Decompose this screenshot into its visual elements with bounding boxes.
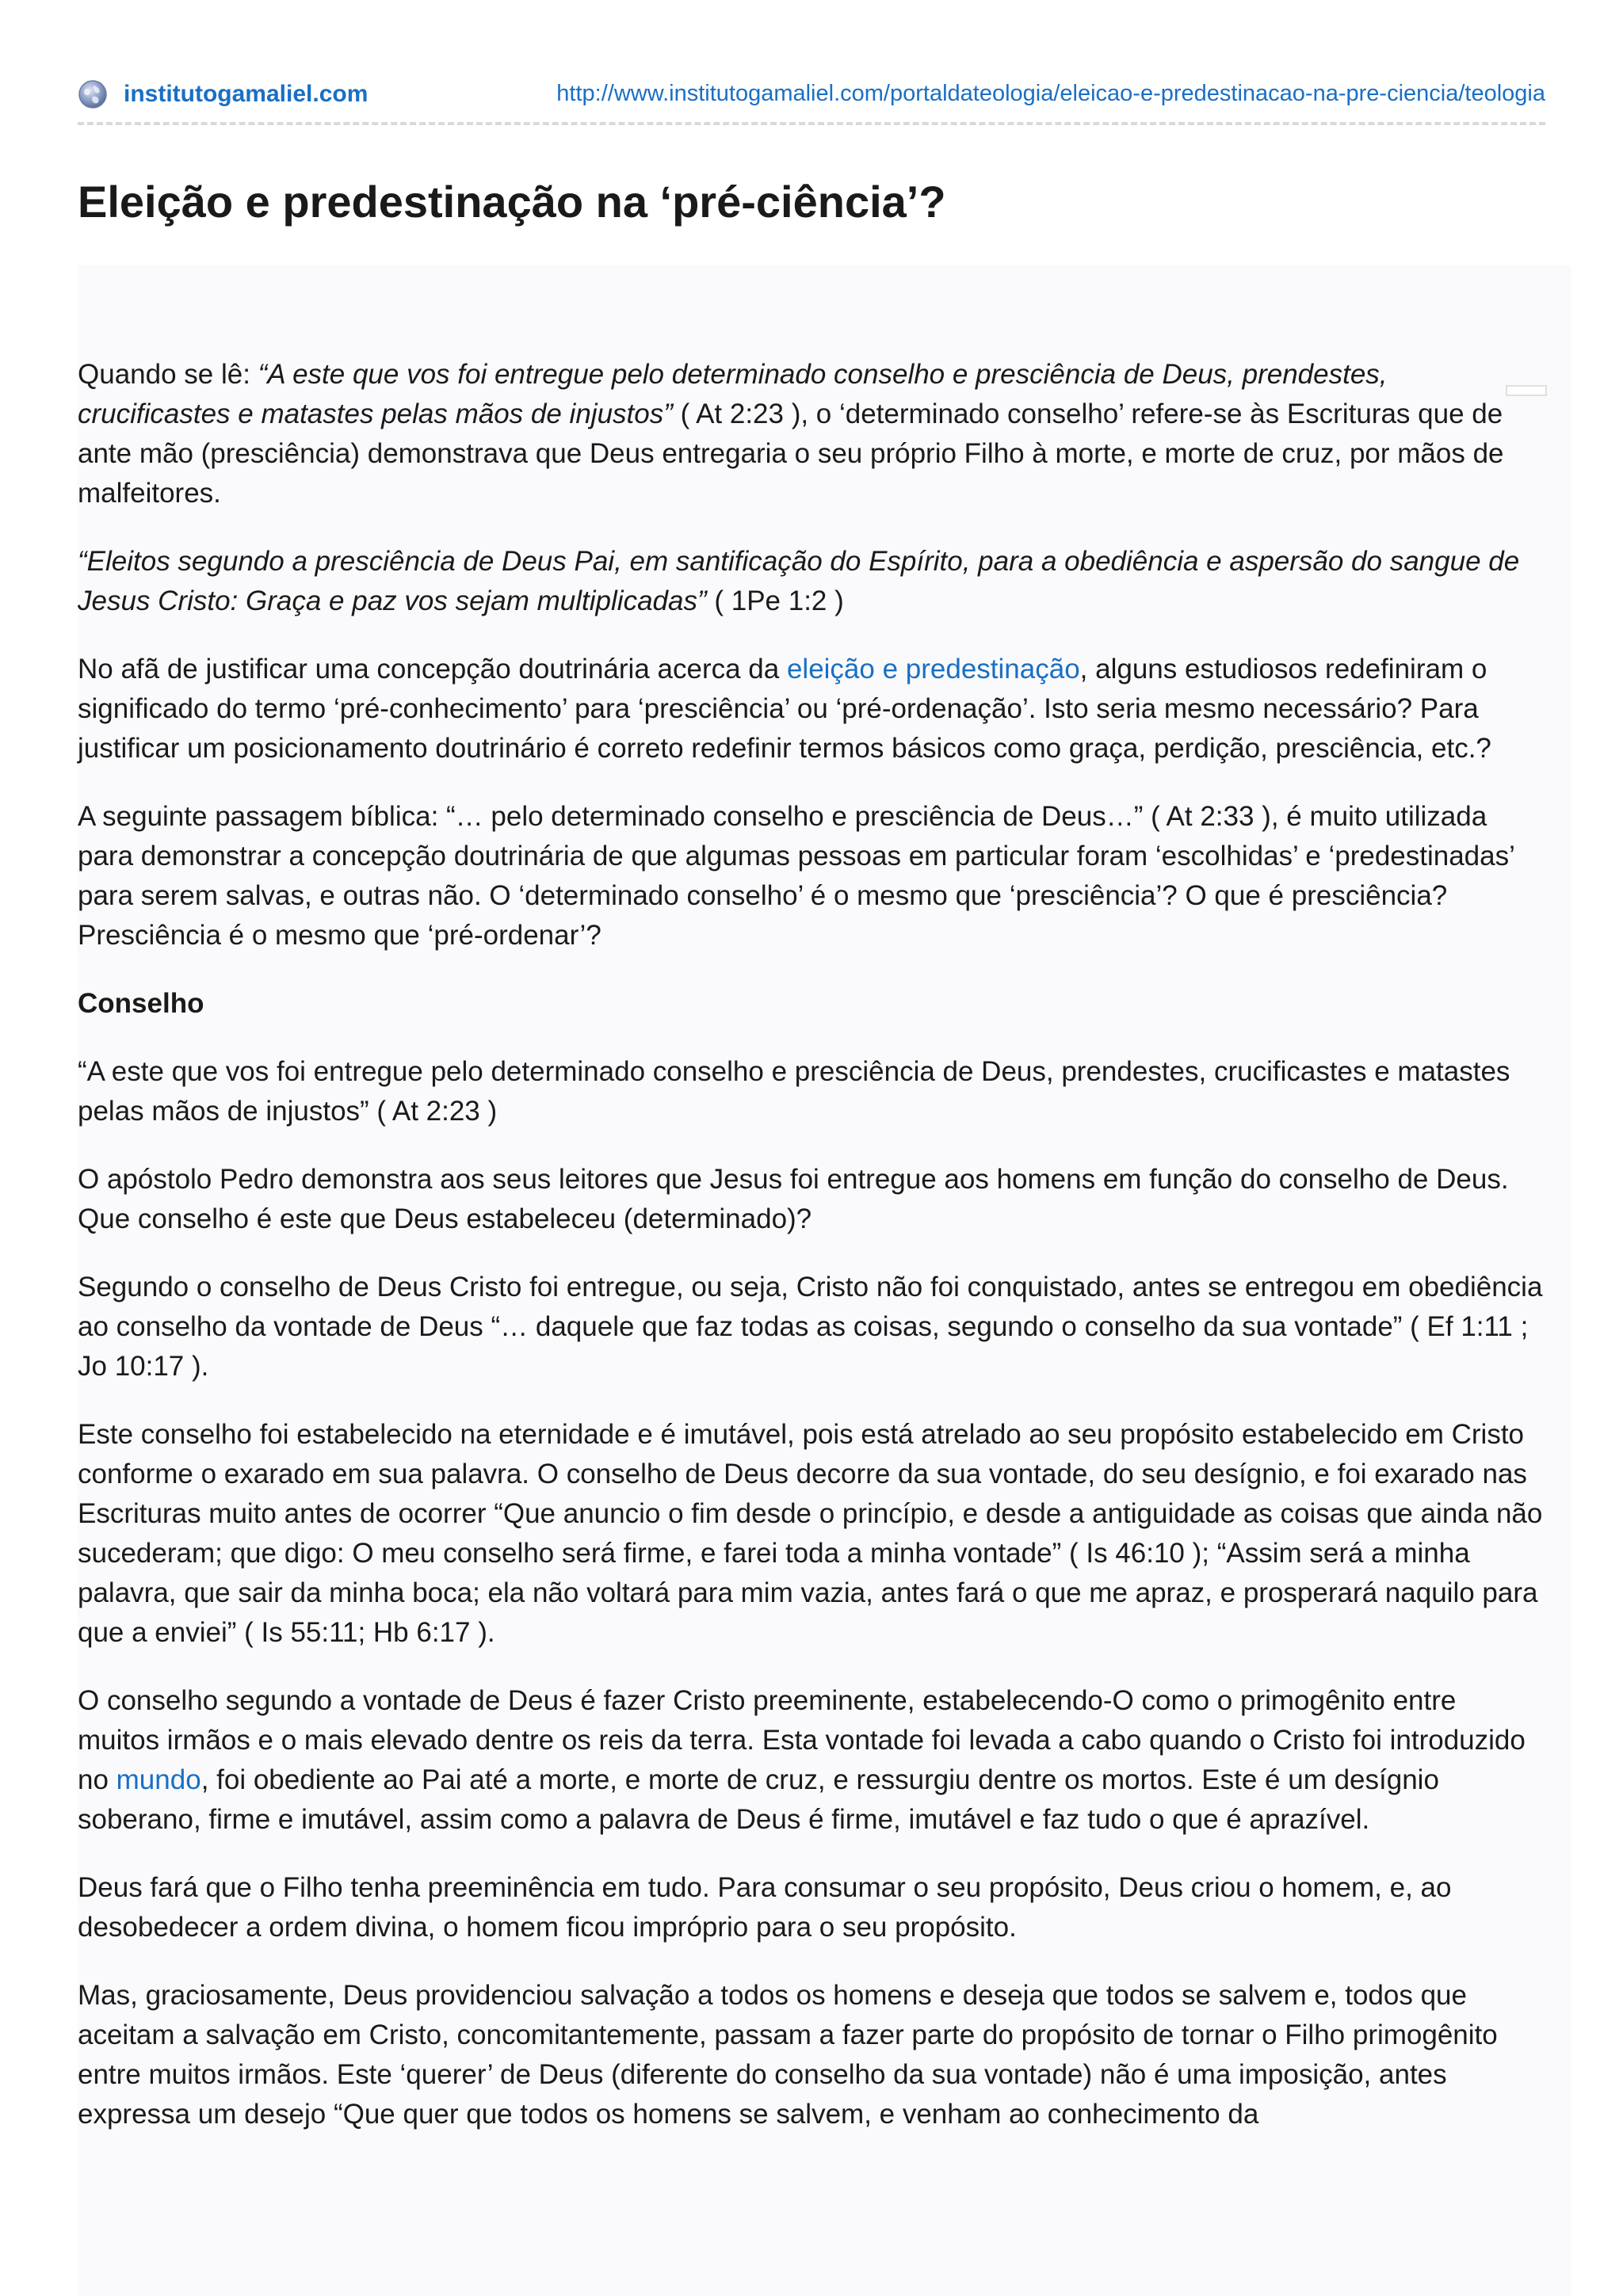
paragraph-9: O conselho segundo a vontade de Deus é fazer Cristo preeminente, estabelecendo-O como o primogênito entre muitos irmãos e o mais elevado dentre os reis da terra. Esta vontade foi levada a cabo quando o Cristo foi introduzido no mundo, foi obediente ao Pai até a morte, e morte de cruz, e ressurgiu dentre os mortos. Este é um desígnio soberano, firme e imutável, assim como a palavra de Deus é firme, imutável e faz tudo o que é aprazível.	[78, 1685, 1526, 1835]
paragraph-2: “Eleitos segundo a presciência de Deus Pai, em santificação do Espírito, para a obediência e aspersão do sangue de Jesus Cristo: Graça e paz vos sejam multiplicadas” ( 1Pe 1:2 )	[78, 546, 1520, 616]
paragraph-10: Deus fará que o Filho tenha preeminência em tudo. Para consumar o seu propósito, Deus criou o homem, e, ao desobedecer a ordem divina, o homem ficou impróprio para o seu propósito.	[78, 1872, 1452, 1943]
page-header	[78, 78, 1545, 111]
paragraph-8: Este conselho foi estabelecido na eternidade e é imutável, pois está atrelado ao seu propósito estabelecido em Cristo conforme o exarado em sua palavra. O conselho de Deus decorre da sua vontade, do seu desígnio, e foi exarado nas Escrituras muito antes de ocorrer “Que anuncio o fim desde o princípio, e desde a antiguidade as coisas que ainda não sucederam; que digo: O meu conselho será firme, e farei toda a minha vontade” ( Is 46:10 ); “Assim será a minha palavra, que sair da minha boca; ela não voltará para mim vazia, antes fará o que me apraz, e prosperará naquilo para que a enviei” ( Is 55:11; Hb 6:17 ).	[78, 1419, 1543, 1648]
paragraph-5: “A este que vos foi entregue pelo determinado conselho e presciência de Deus, prendestes, crucificastes e matastes pelas mãos de injustos” ( At 2:23 )	[78, 1056, 1510, 1127]
article-body	[78, 355, 1545, 2163]
paragraph-7: Segundo o conselho de Deus Cristo foi entregue, ou seja, Cristo não foi conquistado, antes se entregou em obediência ao conselho da vontade de Deus “… daquele que faz todas as coisas, segundo o conselho da sua vontade” ( Ef 1:11 ; Jo 10:17 ).	[78, 1272, 1543, 1382]
page-url-link[interactable]: http://www.institutogamaliel.com/portaldateologia/eleicao-e-predestinacao-na-pre-ciencia/teologia	[556, 81, 1545, 106]
site-name-link[interactable]: institutogamaliel.com	[124, 81, 369, 107]
header-divider	[78, 122, 1545, 125]
paragraph-4: A seguinte passagem bíblica: “… pelo determinado conselho e presciência de Deus…” ( At 2:33 ), é muito utilizada para demonstrar a concepção doutrinária de que algumas pessoas em particular foram ‘escolhidas’ e ‘predestinadas’ para serem salvas, e outras não. O ‘determinado conselho’ é o mesmo que ‘presciência’? O que é presciência? Presciência é o mesmo que ‘pré-ordenar’?	[78, 801, 1514, 951]
link-eleicao-predestinacao[interactable]: eleição e predestinação	[786, 654, 1080, 685]
paragraph-6: O apóstolo Pedro demonstra aos seus leitores que Jesus foi entregue aos homens em função do conselho de Deus. Que conselho é este que Deus estabeleceu (determinado)?	[78, 1164, 1509, 1234]
paragraph-1: Quando se lê: “A este que vos foi entregue pelo determinado conselho e presciência de Deus, prendestes, crucificastes e matastes pelas mãos de injustos” ( At 2:23 ), o ‘determinado conselho’ refere-se às Escrituras que de ante mão (presciência) demonstrava que Deus entregaria o seu próprio Filho à morte, e morte de cruz, por mãos de malfeitores.	[78, 359, 1504, 509]
paragraph-3: No afã de justificar uma concepção doutrinária acerca da eleição e predestinação, alguns estudiosos redefiniram o significado do termo ‘pré-conhecimento’ para ‘presciência’ ou ‘pré-ordenação’. Isto seria mesmo necessário? Para justificar um posicionamento doutrinário é correto redefinir termos básicos como graça, perdição, presciência, etc.?	[78, 654, 1491, 764]
paragraph-11: Mas, graciosamente, Deus providenciou salvação a todos os homens e deseja que todos se salvem e, todos que aceitam a salvação em Cristo, concomitantemente, passam a fazer parte do propósito de tornar o Filho primogênito entre muitos irmãos. Este ‘querer’ de Deus (diferente do conselho da sua vontade) não é uma imposição, antes expressa um desejo “Que quer que todos os homens se salvem, e venham ao conhecimento da	[78, 1980, 1498, 2130]
globe-icon	[78, 79, 108, 109]
quote-1pe-1-2: “Eleitos segundo a presciência de Deus Pai, em santificação do Espírito, para a obediência e aspersão do sangue de Jesus Cristo: Graça e paz vos sejam multiplicadas”	[78, 546, 1520, 616]
page-title: Eleição e predestinação na ‘pré-ciência’?	[78, 177, 946, 227]
quote-at-2-23: “A este que vos foi entregue pelo determinado conselho e presciência de Deus, prendestes, crucificastes e matastes pelas mãos de injustos”	[78, 359, 1388, 429]
section-heading-conselho: Conselho	[78, 988, 204, 1019]
link-mundo[interactable]: mundo	[116, 1764, 201, 1795]
